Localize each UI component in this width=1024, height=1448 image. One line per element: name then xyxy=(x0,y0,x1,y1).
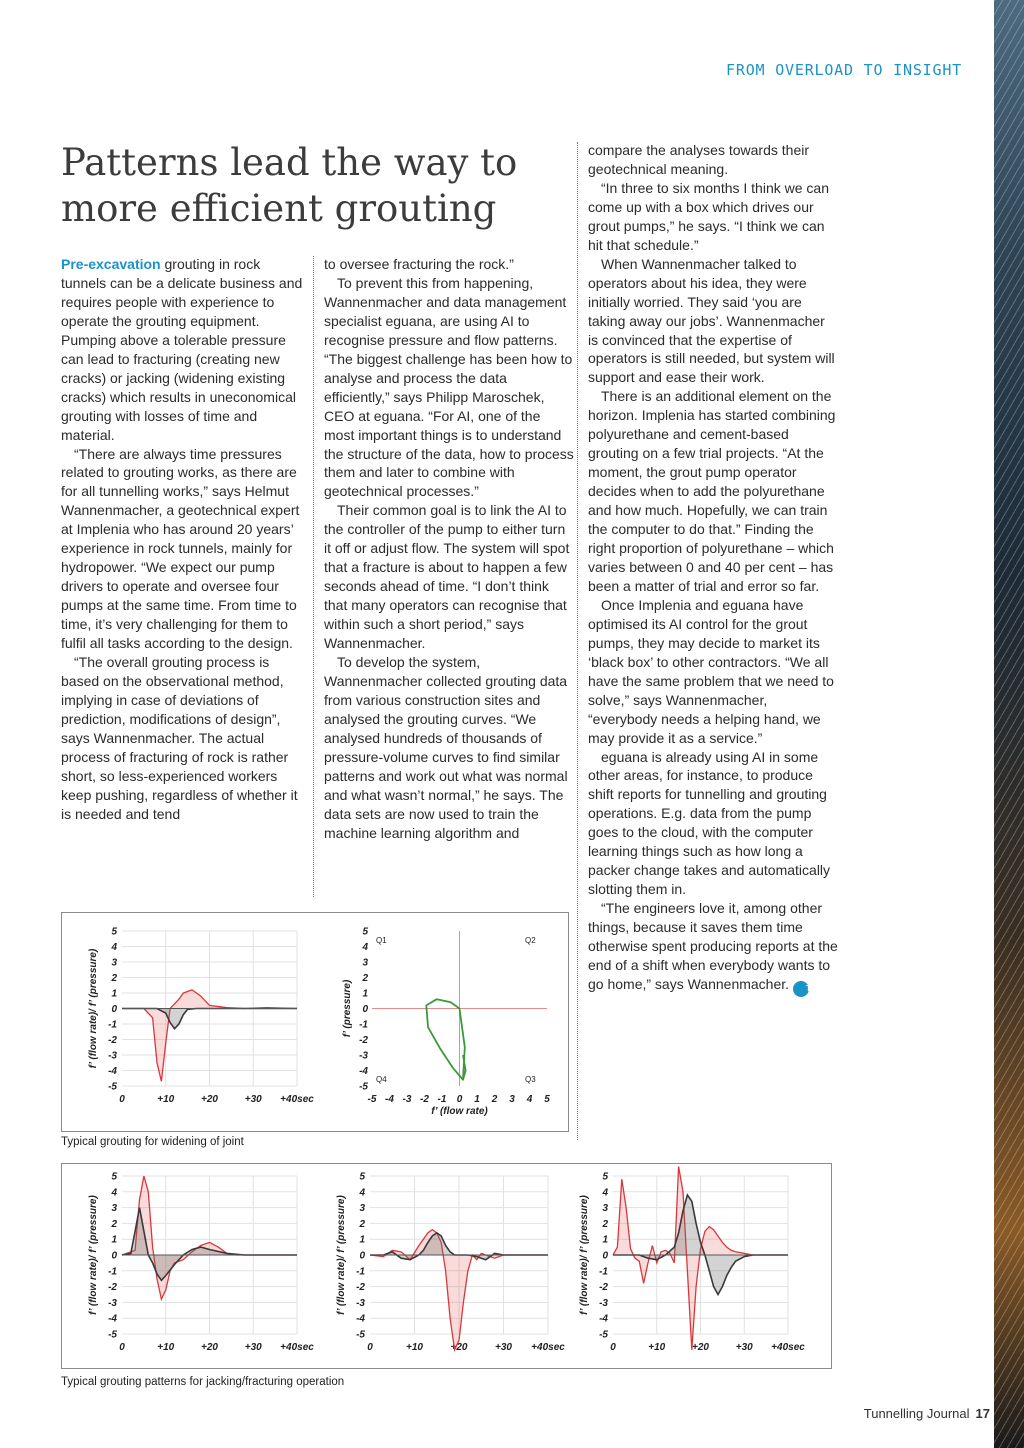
y-tick-label: 1 xyxy=(111,988,117,1000)
article-column-3 xyxy=(588,141,838,997)
x-tick-label: 4 xyxy=(526,1094,533,1105)
y-tick-label: -2 xyxy=(359,1035,368,1046)
x-tick-label: +20 xyxy=(201,1094,218,1105)
y-tick-label: -1 xyxy=(108,1266,117,1278)
x-tick-label: +40sec xyxy=(280,1094,314,1105)
x-tick-label: +10 xyxy=(406,1342,423,1353)
y-tick-label: 0 xyxy=(111,1250,117,1262)
figure-jacking xyxy=(61,1163,832,1369)
paragraph: When Wannenmacher talked to operators about his idea, they were initially worried. They said ‘you are taking away our jobs’. Wannenmacher is convinced that the expertise of operators is still needed, but system will support and ease their work. xyxy=(588,255,835,386)
page-number: 17 xyxy=(975,1406,990,1421)
y-tick-label: 2 xyxy=(602,1218,608,1230)
y-tick-label: 5 xyxy=(111,1171,117,1183)
lead-word: Pre-excavation xyxy=(61,256,161,272)
article-column-2 xyxy=(324,255,574,843)
x-tick-label: 3 xyxy=(509,1094,515,1105)
y-tick-label: 1 xyxy=(359,1234,365,1246)
y-axis-label: f’ (flow rate)/ f’ (pressure) xyxy=(579,1195,590,1315)
x-tick-label: +20 xyxy=(201,1342,218,1353)
y-tick-label: -3 xyxy=(599,1297,608,1309)
paragraph xyxy=(588,899,838,997)
y-tick-label: 2 xyxy=(359,1218,365,1230)
y-tick-label: -2 xyxy=(108,1035,117,1046)
section-label: FROM OVERLOAD TO INSIGHT xyxy=(726,61,962,79)
paragraph: There is an additional element on the horizon. Implenia has started combining polyurethane and cement-based grouting on a few trial projects. “At the moment, the grout pump operator decides when to add the polyurethane and how much. Hopefully, we can train the computer to do that.” Finding the right proportion of polyurethane – which varies between 0 and 40 per cent – has been a matter of trial and error so far. xyxy=(588,388,836,594)
paragraph: Their common goal is to link the AI to the controller of the pump to either turn it off or adjust flow. The system will spot that a fracture is about to happen a few seconds ahead of time. “I don’t think that many operators can recognise that within such a short period,” says Wannenmacher. xyxy=(324,502,570,652)
y-tick-label: -1 xyxy=(599,1266,608,1278)
paragraph: eguana is already using AI in some other areas, for instance, to produce shift reports for tunnelling and grouting operations. E.g. data from the pump goes to the cloud, with the computer learning things such as how long a packer change takes and automatically slotting them in. xyxy=(588,748,831,898)
y-tick-label: 4 xyxy=(359,1187,365,1199)
column-divider xyxy=(313,256,314,897)
page-footer xyxy=(864,1406,990,1421)
y-tick-label: -4 xyxy=(108,1313,117,1325)
x-tick-label: -2 xyxy=(420,1094,429,1105)
paragraph: “In three to six months I think we can come up with a box which drives our grout pumps,” he says. “I think we can hit that schedule.” xyxy=(588,179,829,253)
article-column-1 xyxy=(61,255,309,824)
paragraph: “There are always time pressures related to grouting works, as there are for all tunnelling works,” says Helmut Wannenmacher, a geotechnical expert at Implenia who has around 20 years’ experience in rock tunnels, mainly for hydropower. “We expect our pump drivers to operate and oversee four pumps at the same time. From time to time, it’s very challenging for them to fulfil all tasks according to the design. xyxy=(61,445,300,652)
y-tick-label: 1 xyxy=(602,1234,608,1246)
x-tick-label: -5 xyxy=(367,1094,377,1105)
y-axis-label: f’ (flow rate)/ f’ (pressure) xyxy=(336,1195,347,1315)
y-tick-label: -5 xyxy=(108,1081,117,1093)
y-tick-label: 0 xyxy=(602,1250,608,1262)
x-tick-label: -3 xyxy=(402,1094,412,1105)
y-tick-label: 3 xyxy=(602,1203,608,1215)
column-divider xyxy=(577,142,578,1140)
y-tick-label: 2 xyxy=(111,1218,117,1230)
x-tick-label: -4 xyxy=(385,1094,394,1105)
y-tick-label: -1 xyxy=(359,1019,368,1031)
x-tick-label: 2 xyxy=(491,1094,498,1105)
x-tick-label: -1 xyxy=(437,1094,447,1105)
y-tick-label: 4 xyxy=(111,942,117,953)
x-tick-label: +10 xyxy=(157,1094,175,1105)
quadrant-label: Q4 xyxy=(376,1075,387,1084)
paragraph: To prevent this from happening, Wannenmacher and data management specialist eguana, are using AI to recognise pressure and flow patterns. “The biggest challenge has been how to analyse and process the data efficiently,” says Philipp Maroschek, CEO at eguana. “For AI, one of the most important things is to understand the structure of the data, how to process them and later to combine with geotechnical processes.” xyxy=(324,274,574,500)
y-tick-label: -2 xyxy=(599,1282,608,1294)
x-tick-label: +40sec xyxy=(771,1342,805,1353)
journal-name: Tunnelling Journal xyxy=(863,1406,970,1421)
quadrant-label: Q3 xyxy=(525,1075,536,1084)
paragraph: Once Implenia and eguana have optimised its AI control for the grout pumps, they may decide to market its ‘black box’ to other contractors. “We all have the same problem that we need to solve,” says Wannenmacher, “everybody needs a helping hand, we may provide it as a service.” xyxy=(588,596,834,746)
x-tick-label: +10 xyxy=(157,1342,175,1353)
x-tick-label: +30 xyxy=(735,1342,753,1353)
x-tick-label: +20 xyxy=(450,1342,468,1353)
y-tick-label: 3 xyxy=(111,957,117,969)
y-tick-label: 4 xyxy=(602,1187,608,1199)
y-tick-label: -3 xyxy=(108,1297,117,1309)
y-tick-label: -4 xyxy=(108,1066,117,1077)
quadrant-label: Q2 xyxy=(525,936,536,945)
figure-jacking-chart xyxy=(62,1164,831,1368)
y-tick-label: -2 xyxy=(108,1282,117,1294)
x-tick-label: +30 xyxy=(495,1342,512,1353)
end-mark-icon: TJ xyxy=(793,981,809,997)
x-tick-label: +30 xyxy=(244,1094,262,1105)
x-tick-label: +20 xyxy=(692,1342,709,1353)
y-tick-label: -4 xyxy=(359,1066,368,1077)
x-tick-label: 5 xyxy=(544,1094,550,1105)
article-headline: Patterns lead the way to more efficient grouting xyxy=(61,141,518,230)
paragraph xyxy=(61,255,309,445)
y-tick-label: -5 xyxy=(108,1329,117,1341)
y-axis-label: f’ (pressure) xyxy=(342,979,353,1038)
paragraph-text: “The engineers love it, among other things, because it saves them time otherwise spent producing reports at the end of a shift when everybody wants to go home,” says Wannenmacher. xyxy=(588,900,838,992)
y-tick-label: 2 xyxy=(111,973,117,984)
y-tick-label: -1 xyxy=(356,1266,365,1278)
x-tick-label: 0 xyxy=(119,1094,125,1105)
x-tick-label: +10 xyxy=(648,1342,666,1353)
y-tick-label: 5 xyxy=(359,1171,365,1183)
x-tick-label: +40sec xyxy=(531,1342,565,1353)
y-tick-label: -4 xyxy=(599,1313,608,1325)
y-tick-label: 5 xyxy=(111,926,117,938)
paragraph: compare the analyses towards their geotechnical meaning. xyxy=(588,142,809,177)
y-axis-label: f’ (flow rate)/ f’ (pressure) xyxy=(88,948,99,1069)
paragraph: “The overall grouting process is based on the observational method, implying in case of deviations of prediction, modifications of design”, says Wannenmacher. The actual process of fracturing of rock is rather short, so less-experienced workers keep pushing, regardless of whether it is needed and tend xyxy=(61,654,298,822)
y-tick-label: -5 xyxy=(359,1081,368,1093)
paragraph: to oversee fracturing the rock.” xyxy=(324,256,514,272)
y-tick-label: -4 xyxy=(356,1313,365,1325)
figure-widening-chart xyxy=(62,913,568,1131)
figure-caption: Typical grouting for widening of joint xyxy=(61,1136,244,1148)
y-tick-label: 0 xyxy=(362,1004,368,1015)
x-axis-label: f’ (flow rate) xyxy=(431,1106,488,1117)
figure-widening xyxy=(61,912,569,1132)
quadrant-label: Q1 xyxy=(376,936,387,945)
y-tick-label: 0 xyxy=(111,1004,117,1015)
y-tick-label: 2 xyxy=(362,973,368,984)
y-tick-label: 3 xyxy=(359,1203,365,1215)
y-tick-label: 4 xyxy=(111,1187,117,1199)
y-tick-label: 5 xyxy=(362,926,368,938)
y-tick-label: 0 xyxy=(359,1250,365,1262)
x-tick-label: 0 xyxy=(119,1342,125,1353)
paragraph-text: grouting in rock tunnels can be a delicate business and requires people with experience to operate the grouting equipment. Pumping above a tolerable pressure can lead to fracturing (creating new cracks) or jacking (widening existing cracks) which results in uneconomical grouting with losses of time and material. xyxy=(61,256,303,443)
y-tick-label: 1 xyxy=(362,988,368,1000)
y-tick-label: -3 xyxy=(108,1050,117,1062)
y-tick-label: -5 xyxy=(356,1329,365,1341)
x-tick-label: 0 xyxy=(367,1342,373,1353)
x-tick-label: +40sec xyxy=(280,1342,314,1353)
y-tick-label: 4 xyxy=(362,942,368,953)
y-tick-label: -3 xyxy=(359,1050,368,1062)
x-tick-label: +30 xyxy=(244,1342,262,1353)
paragraph: To develop the system, Wannenmacher collected grouting data from various construction sites and analysed the grouting curves. “We analysed hundreds of thousands of pressure-volume curves to find similar patterns and work out what was normal and what wasn’t normal,” he says. The data sets are now used to train the machine learning algorithm and xyxy=(324,654,568,841)
y-tick-label: -1 xyxy=(108,1019,117,1031)
x-tick-label: 0 xyxy=(456,1094,463,1105)
y-tick-label: -3 xyxy=(356,1297,365,1309)
y-axis-label: f’ (flow rate)/ f’ (pressure) xyxy=(88,1195,99,1315)
x-tick-label: 0 xyxy=(610,1342,616,1353)
y-tick-label: -2 xyxy=(356,1282,365,1294)
x-tick-label: 1 xyxy=(474,1094,480,1105)
figure-caption: Typical grouting patterns for jacking/fracturing operation xyxy=(61,1376,345,1388)
y-tick-label: -5 xyxy=(599,1329,608,1341)
page-edge-decoration xyxy=(994,0,1024,1448)
y-tick-label: 1 xyxy=(111,1234,117,1246)
y-tick-label: 5 xyxy=(602,1171,608,1183)
y-tick-label: 3 xyxy=(111,1203,117,1215)
y-tick-label: 3 xyxy=(362,957,368,969)
